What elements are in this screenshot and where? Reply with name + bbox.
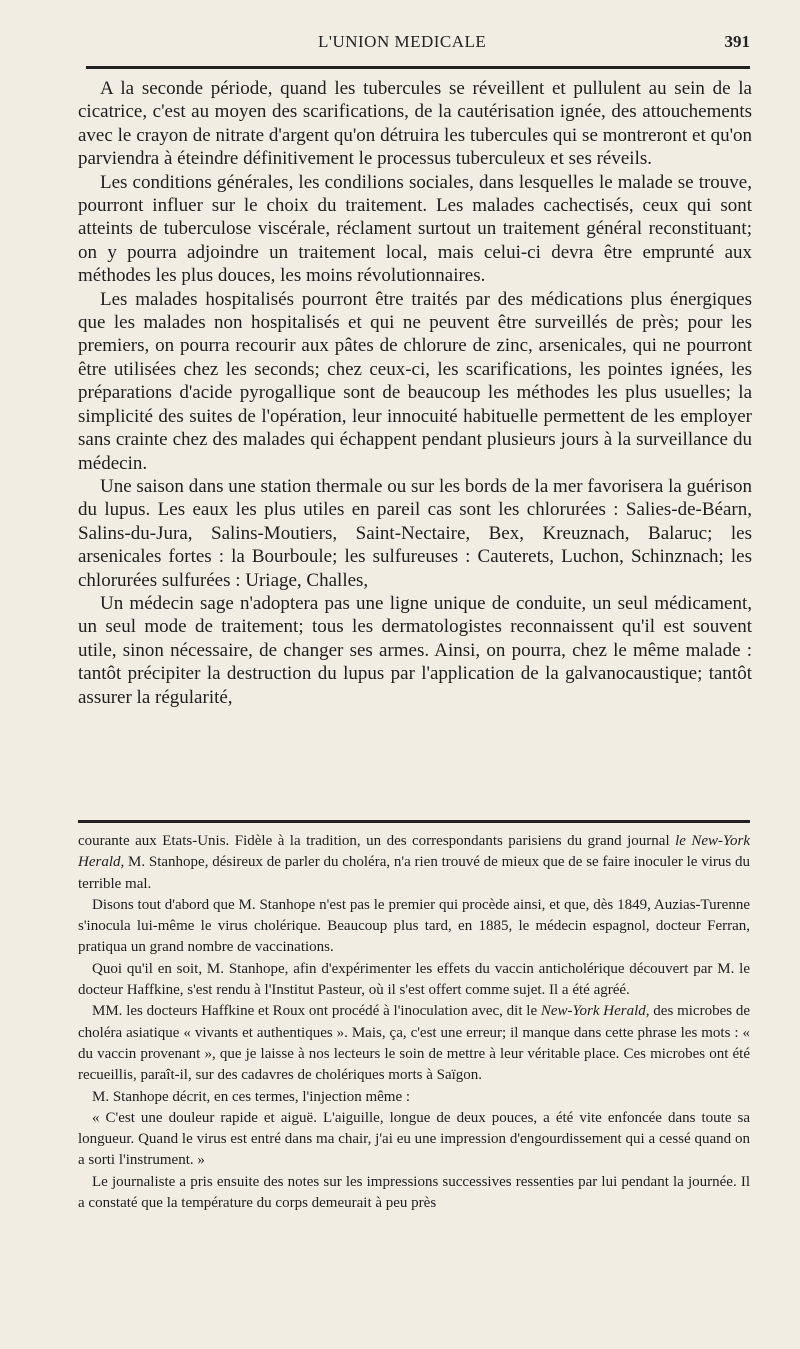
- footnote-paragraph: Quoi qu'il en soit, M. Stanhope, afin d'expérimenter les effets du vaccin anticholérique découvert par M. le docteur Haffkine, s'est rendu à l'Institut Pasteur, où il s'est offert comme sujet. Il a été agréé.: [78, 960, 750, 999]
- page-number: 391: [724, 32, 750, 51]
- footnote-paragraph: Le journaliste a pris ensuite des notes sur les impressions successives ressenties par lui pendant la journée. Il a constaté que la température du corps demeurait à peu près: [78, 1173, 750, 1212]
- main-text: [78, 77, 752, 709]
- running-title: L'UNION MEDICALE: [318, 32, 487, 51]
- footnote-text: MM. les docteurs Haffkine et Roux ont procédé à l'inoculation avec, dit le: [92, 1003, 541, 1020]
- page-header: [78, 30, 750, 58]
- footnote-paragraph: Disons tout d'abord que M. Stanhope n'est pas le premier qui procède ainsi, et que, dès 1849, Auzias-Turenne s'inocula lui-même le virus cholérique. Beaucoup plus tard, en 1885, le médecin espagnol, docteur Ferran, pratiqua un grand nombre de vaccinations.: [78, 896, 750, 956]
- footnote-text: des microbes de choléra asiatique « vivants et authentiques ». Mais, ça, c'est une erreur; il manque dans cette phrase les mots : « du vaccin provenant », que je laisse à nos lecteurs le soin de mettre à leur véritable place. Ces microbes ont été recueillis, paraît-il, sur des cadavres de cholériques morts à Saïgon.: [78, 1003, 750, 1084]
- footnote-block: [78, 831, 750, 1214]
- newspaper-title: New-York Herald,: [540, 1003, 650, 1020]
- body-paragraph: Les malades hospitalisés pourront être traités par des médications plus énergiques que les malades non hospitalisés et qui ne peuvent être surveillés de près; pour les premiers, on pourra recourir aux pâtes de chlorure de zinc, arsenicales, qui ne pourront être utilisées chez les seconds; chez ceux-ci, les scarifications, les pointes ignées, les préparations d'acide pyrogallique sont de beaucoup les méthodes les plus usuelles; la simplicité des suites de l'opération, leur innocuité habituelle permettent de les employer sans crainte chez des malades qui échappent pendant plusieurs jours à la surveillance du médecin.: [78, 288, 752, 474]
- footnote-text: M. Stanhope, désireux de parler du choléra, n'a rien trouvé de mieux que de se faire inoculer le virus du terrible mal.: [78, 854, 750, 892]
- footnote-quote: « C'est une douleur rapide et aiguë. L'aiguille, longue de deux pouces, a été vite enfoncée dans toute sa longueur. Quand le virus est entré dans ma chair, j'ai eu une impression d'engourdissement qui a cessé quand on a sorti l'instrument. »: [78, 1109, 750, 1169]
- body-paragraph: Une saison dans une station thermale ou sur les bords de la mer favorisera la guérison du lupus. Les eaux les plus utiles en pareil cas sont les chlorurées : Salies-de-Béarn, Salins-du-Jura, Salins-Moutiers, Saint-Nectaire, Bex, Kreuznach, Balaruc; les arsenicales fortes : la Bourboule; les sulfureuses : Cauterets, Luchon, Schinznach; les chlorurées sulfurées : Uriage, Challes,: [78, 475, 752, 591]
- body-paragraph: Les conditions générales, les condilions sociales, dans lesquelles le malade se trouve, pourront influer sur le choix du traitement. Les malades cachectisés, ceux qui sont atteints de tuberculose viscérale, réclament surtout un traitement général reconstituant; on y pourra adjoindre un traitement local, mais celui-ci devra être emprunté aux méthodes les plus douces, les moins révolutionnaires.: [78, 171, 752, 287]
- body-paragraph: A la seconde période, quand les tubercules se réveillent et pullulent au sein de la cicatrice, c'est au moyen des scarifications, de la cautérisation ignée, des attouchements avec le crayon de nitrate d'argent qu'on détruira les tubercules qui se montreront et qu'on parviendra à éteindre définitivement le processus tuberculeux et ses réveils.: [78, 78, 752, 170]
- body-paragraph: Un médecin sage n'adoptera pas une ligne unique de conduite, un seul médicament, un seul mode de traitement; tous les dermatologistes reconnaissent qu'il est souvent utile, sinon nécessaire, de changer ses armes. Ainsi, on pourra, chez le même malade : tantôt précipiter la destruction du lupus par l'application de la galvanocaustique; tantôt assurer la régularité,: [78, 592, 752, 708]
- footnote-paragraph: M. Stanhope décrit, en ces termes, l'injection même :: [92, 1088, 411, 1105]
- newspaper-title: le New-York Herald,: [78, 833, 750, 871]
- footnote-paragraph: [78, 831, 750, 895]
- footnote-paragraph: [78, 1001, 750, 1086]
- header-rule: [86, 66, 750, 69]
- footnote-separator-rule: [78, 820, 750, 823]
- footnote-text: courante aux Etats-Unis. Fidèle à la tradition, un des correspondants parisiens du grand journal: [78, 833, 676, 849]
